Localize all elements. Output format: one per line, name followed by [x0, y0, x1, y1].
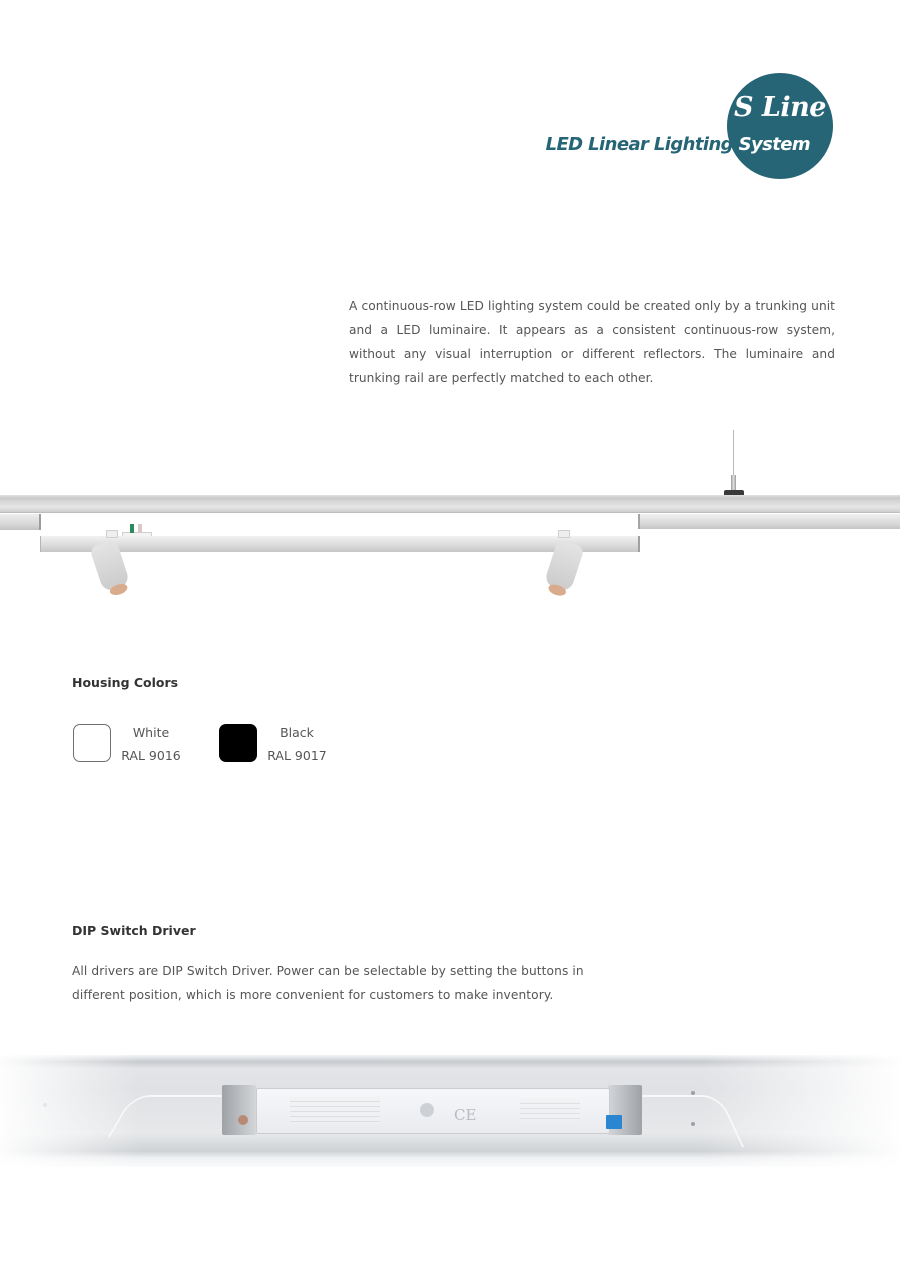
- trunking-rail: [0, 495, 900, 513]
- dip-switch-title: DIP Switch Driver: [72, 923, 196, 938]
- mounting-tab: [558, 530, 570, 538]
- dip-switch-paragraph: All drivers are DIP Switch Driver. Power can be selectable by setting the buttons in different position, which is more convenient for customers to make inventory.: [72, 964, 584, 1002]
- mounting-tab: [106, 530, 118, 538]
- fuse-icon: [238, 1115, 248, 1125]
- housing-colors-title: Housing Colors: [72, 675, 179, 690]
- swatch-white: [73, 724, 111, 762]
- wire-gripper: [731, 475, 736, 491]
- photo-fade-left: [0, 1055, 140, 1167]
- connector-green: [130, 524, 134, 533]
- tagline-part-1: LED Linear Lighting: [545, 134, 733, 155]
- swatch-label-white: [111, 721, 191, 767]
- screw-icon: [691, 1091, 695, 1095]
- product-illustration: [0, 420, 900, 610]
- driver-logo-icon: [420, 1103, 434, 1117]
- dip-switch-icon: [606, 1115, 622, 1129]
- photo-fade-right: [700, 1055, 900, 1167]
- driver-spec-label: [290, 1097, 380, 1123]
- color-name: Black: [280, 725, 314, 740]
- intro-paragraph: A continuous-row LED lighting system could be created only by a trunking unit and a LED luminaire. It appears as a consistent continuous-row system, without any visual interruption or different reflectors. The luminaire and trunking rail are perfectly matched to each other.: [349, 299, 835, 385]
- connector-white: [138, 524, 142, 533]
- suspension-wire: [733, 430, 734, 480]
- driver-power-table: [520, 1099, 580, 1121]
- luminaire-inserted: [40, 536, 640, 552]
- luminaire-left: [0, 514, 41, 530]
- tagline-part-2: System: [732, 134, 810, 155]
- color-name: White: [132, 725, 170, 740]
- color-code: RAL 9016: [121, 748, 181, 763]
- terminal-left: [222, 1085, 256, 1135]
- brand-tagline: [546, 134, 810, 155]
- screw-icon: [691, 1122, 695, 1126]
- brand-logo-circle: [727, 73, 833, 179]
- color-code: RAL 9017: [267, 748, 327, 763]
- swatch-label-black: [257, 721, 337, 767]
- brand-name: S Line: [734, 92, 826, 123]
- driver-photo: [0, 1055, 900, 1167]
- ce-mark-icon: CE: [454, 1106, 477, 1124]
- luminaire-right: [638, 514, 900, 529]
- swatch-black: [219, 724, 257, 762]
